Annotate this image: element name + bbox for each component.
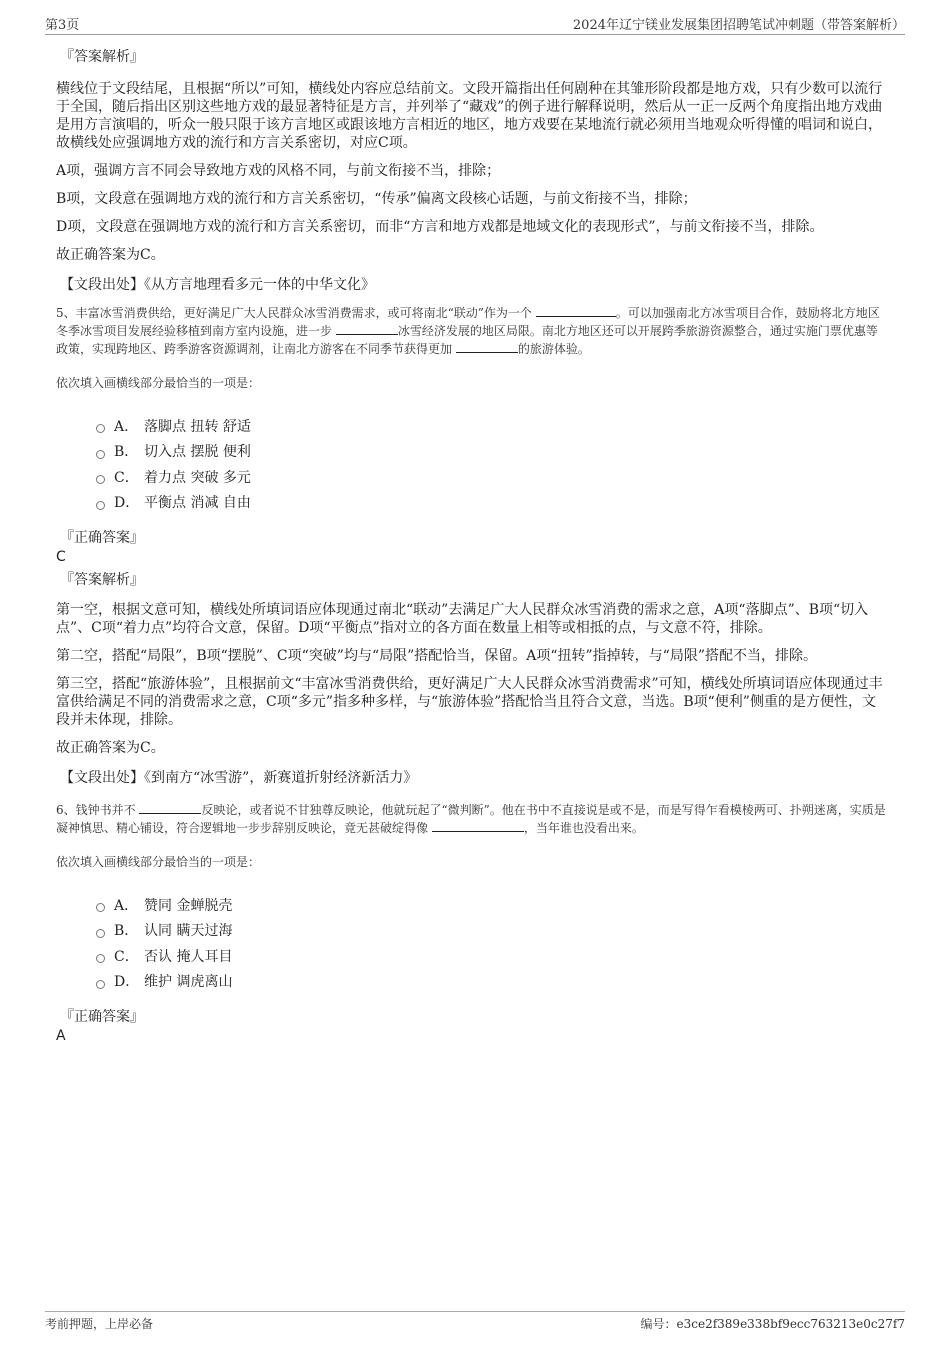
radio-icon[interactable] bbox=[96, 475, 105, 484]
q5-option-b[interactable]: B． 切入点 摆脱 便利 bbox=[96, 439, 886, 465]
q5-option-d[interactable]: D． 平衡点 消减 自由 bbox=[96, 490, 886, 516]
q5-source: 【文段出处】《到南方“冰雪游”，新赛道折射经济新活力》 bbox=[60, 770, 418, 786]
q5-question-text: 5、丰富冰雪消费供给，更好满足广大人民群众冰雪消费需求，或可将南北“联动”作为一个 。可以加强南北方冰雪项目合作，鼓励将北方地区冬季冰雪项目发展经验移植到南方室内设施，进一步 冰雪经济发展的地区局限。南北方地区还可以开展跨季旅游资源整合，通过实施门票优惠等政策，实现跨地区、跨季游客资源调剂，让南北方游客在不同季节获得更加 的旅游体验。 bbox=[56, 306, 880, 356]
q5-blank-2 bbox=[336, 322, 398, 335]
page-footer bbox=[45, 1311, 905, 1331]
q5-answer: C bbox=[56, 549, 66, 565]
q4-analysis-option-d: D项，文段意在强调地方戏的流行和方言关系密切，而非“方言和地方戏都是地域文化的表现形式”，与前文衔接不当，排除。 bbox=[56, 219, 824, 235]
q5-analysis-2: 第二空，搭配“局限”，B项“摆脱”、C项“突破”均与“局限”搭配恰当，保留。A项“扭转”指掉转，与“局限”搭配不当，排除。 bbox=[56, 648, 817, 664]
footer-doc-id: 编号：e3ce2f389e338bf9ecc763213e0c27f7 bbox=[640, 1317, 905, 1331]
q4-source: 【文段出处】《从方言地理看多元一体的中华文化》 bbox=[60, 277, 375, 293]
q6-option-d[interactable]: D． 维护 调虎离山 bbox=[96, 969, 886, 995]
q6-option-c[interactable]: C． 否认 掩人耳目 bbox=[96, 943, 886, 969]
q5-options bbox=[96, 413, 886, 515]
document-title: 2024年辽宁镁业发展集团招聘笔试冲刺题（带答案解析） bbox=[572, 18, 905, 33]
q5-prompt: 依次填入画横线部分最恰当的一项是： bbox=[56, 376, 261, 390]
q5-analysis-1: 第一空，根据文意可知，横线处所填词语应体现通过南北“联动”去满足广大人民群众冰雪消费的需求之意，A项“落脚点”、B项“切入点”、C项“着力点”均符合文意，保留。D项“平衡点”指对立的各方面在数量上相等或相抵的点，与文意不符，排除。 bbox=[56, 602, 869, 636]
q5-analysis-label: 『答案解析』 bbox=[60, 572, 144, 588]
q6-answer-label: 『正确答案』 bbox=[60, 1009, 144, 1025]
radio-icon[interactable] bbox=[96, 954, 105, 963]
q5-conclusion: 故正确答案为C。 bbox=[56, 740, 165, 756]
q5-analysis-3: 第三空，搭配“旅游体验”，且根据前文“丰富冰雪消费供给，更好满足广大人民群众冰雪消费需求”可知，横线处所填词语应体现通过丰富供给满足不同的消费需求之意，C项“多元”指多种多样，与“旅游体验”搭配恰当且符合文意，当选。B项“便利”侧重的是方便性，文段并未体现，排除。 bbox=[56, 676, 883, 728]
footer-slogan: 考前押题，上岸必备 bbox=[45, 1317, 154, 1331]
page-header bbox=[45, 12, 905, 35]
page-content bbox=[56, 46, 886, 1048]
q6-option-b[interactable]: B． 认同 瞒天过海 bbox=[96, 918, 886, 944]
q6-option-a[interactable]: A． 赞同 金蝉脱壳 bbox=[96, 892, 886, 918]
q4-analysis-text: 横线位于文段结尾，且根据“所以”可知，横线处内容应总结前文。文段开篇指出任何剧种在其雏形阶段都是地方戏，只有少数可以流行于全国，随后指出区别这些地方戏的最显著特征是方言，并列举了“藏戏”的例子进行解释说明，然后从一正一反两个角度指出地方戏曲是用方言演唱的，听众一般只限于该方言地区或跟该地方言相近的地区，地方戏要在某地流行就必须用当地观众听得懂的唱词和说白，故横线处应强调地方戏的流行和方言关系密切，对应C项。 bbox=[56, 81, 883, 151]
q6-blank-1 bbox=[139, 801, 201, 814]
radio-icon[interactable] bbox=[96, 501, 105, 510]
radio-icon[interactable] bbox=[96, 450, 105, 459]
q4-analysis-option-a: A项，强调方言不同会导致地方戏的风格不同，与前文衔接不当，排除； bbox=[56, 163, 501, 179]
q6-question-text: 6、钱钟书并不 反映论，或者说不甘独尊反映论，他就玩起了“微判断”。他在书中不直接说是或不是，而是写得乍看模棱两可、扑朔迷离，实质是凝神慎思、精心铺设，符合逻辑地一步步辞别反映论，竟无甚破绽得像 ，当年谁也没看出来。 bbox=[56, 803, 886, 835]
radio-icon[interactable] bbox=[96, 903, 105, 912]
page-number: 第3页 bbox=[45, 18, 80, 33]
radio-icon[interactable] bbox=[96, 929, 105, 938]
q6-prompt: 依次填入画横线部分最恰当的一项是： bbox=[56, 855, 261, 869]
q5-blank-3 bbox=[456, 340, 518, 353]
q6-blank-2 bbox=[432, 819, 524, 832]
q5-option-c[interactable]: C． 着力点 突破 多元 bbox=[96, 464, 886, 490]
radio-icon[interactable] bbox=[96, 980, 105, 989]
q5-blank-1 bbox=[536, 304, 616, 317]
radio-icon[interactable] bbox=[96, 424, 105, 433]
q4-analysis-label: 『答案解析』 bbox=[60, 49, 144, 65]
q6-options bbox=[96, 892, 886, 994]
q5-answer-label: 『正确答案』 bbox=[60, 530, 144, 546]
q6-answer: A bbox=[56, 1028, 66, 1044]
q4-conclusion: 故正确答案为C。 bbox=[56, 247, 165, 263]
q5-option-a[interactable]: A． 落脚点 扭转 舒适 bbox=[96, 413, 886, 439]
q4-analysis-option-b: B项，文段意在强调地方戏的流行和方言关系密切，“传承”偏离文段核心话题，与前文衔接不当，排除； bbox=[56, 191, 697, 207]
